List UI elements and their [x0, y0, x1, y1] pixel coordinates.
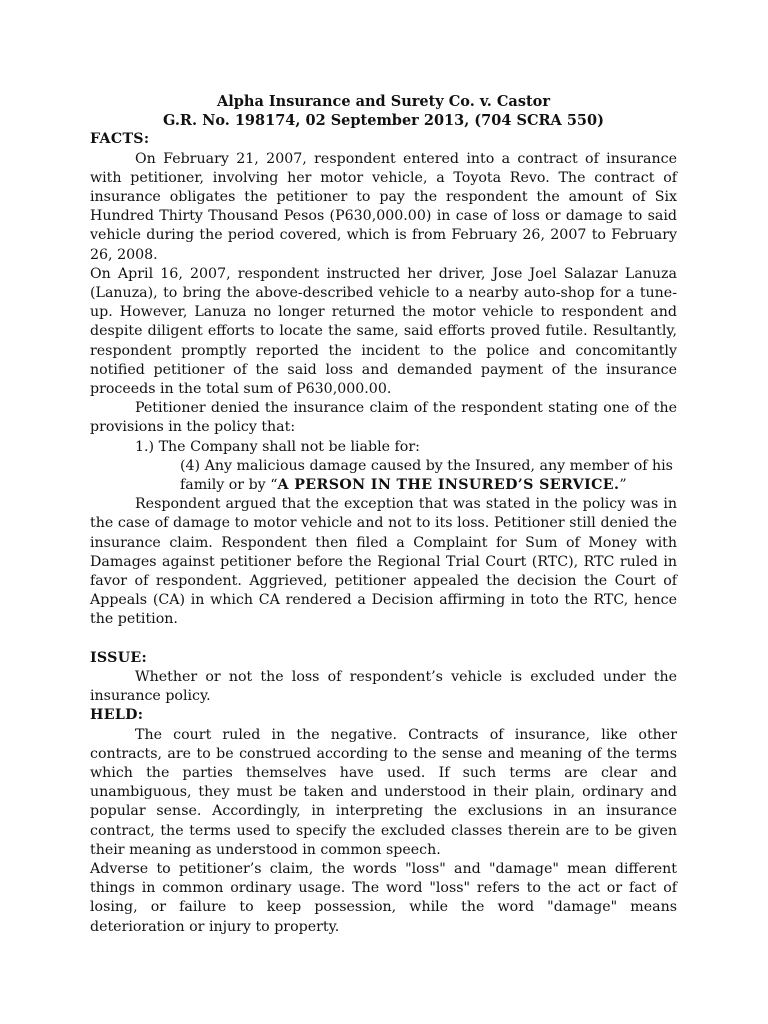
held-heading: HELD:: [90, 707, 144, 724]
subitem-emphasis: A PERSON IN THE INSURED’S SERVICE.: [277, 477, 620, 494]
facts-heading: FACTS:: [90, 131, 150, 148]
section-spacer: [90, 630, 677, 649]
subitem-text: (4) Any malicious damage caused by the Insured, any member of his family or by “: [180, 457, 673, 494]
facts-paragraph-1: On February 21, 2007, respondent entered into a contract of insurance with petitioner, involving her motor vehicle, a Toyota Revo. The contract of insurance obligates the petitioner to pay the respondent the amount of Six Hundred Thirty Thousand Pesos (P630,000.00) in case of loss or damage to said vehicle during the period covered, which is from February 26, 2007 to February 26, 2008.: [90, 150, 677, 263]
facts-paragraph-4: Respondent argued that the exception that was stated in the policy was in the case of damage to motor vehicle and not to its loss. Petitioner still denied the insurance claim. Respondent then filed a Complaint for Sum of Money with Damages against petitioner before the Regional Trial Court (RTC), RTC ruled in favor of respondent. Aggrieved, petitioner appealed the decision the Court of Appeals (CA) in which CA rendered a Decision affirming in toto the RTC, hence the petition.: [90, 496, 677, 628]
case-citation: G.R. No. 198174, 02 September 2013, (704 SCRA 550): [163, 112, 604, 130]
held-paragraph-2: Adverse to petitioner’s claim, the words "loss" and "damage" mean different things in common ordinary usage. The word "loss" refers to the act or fact of losing, or failure to keep possession, while the word "damage" means deterioration or injury to property.: [90, 860, 677, 935]
issue-heading: ISSUE:: [90, 649, 148, 666]
issue-paragraph: Whether or not the loss of respondent’s vehicle is excluded under the insurance policy.: [90, 668, 677, 705]
document-page: [90, 92, 677, 937]
policy-exclusion-subitem: [90, 457, 677, 495]
case-title: Alpha Insurance and Surety Co. v. Castor: [217, 93, 550, 110]
subitem-closing-quote: ”: [619, 477, 627, 494]
policy-exclusion-item: 1.) The Company shall not be liable for:: [135, 438, 420, 455]
facts-paragraph-3: Petitioner denied the insurance claim of the respondent stating one of the provisions in the policy that:: [90, 400, 677, 436]
held-paragraph-1: The court ruled in the negative. Contracts of insurance, like other contracts, are to be construed according to the sense and meaning of the terms which the parties themselves have used. If such terms are clear and unambiguous, they must be taken and understood in their plain, ordinary and popular sense. Accordingly, in interpreting the exclusions in an insurance contract, the terms used to specify the excluded classes therein are to be given their meaning as understood in common speech.: [90, 726, 677, 858]
facts-paragraph-2: On April 16, 2007, respondent instructed her driver, Jose Joel Salazar Lanuza (Lanuza), to bring the above-described vehicle to a nearby auto-shop for a tune-up. However, Lanuza no longer returned the motor vehicle to respondent and despite diligent efforts to locate the same, said efforts proved futile. Resultantly, respondent promptly reported the incident to the police and concomitantly notified petitioner of the said loss and demanded payment of the insurance proceeds in the total sum of P630,000.00.: [90, 265, 677, 398]
